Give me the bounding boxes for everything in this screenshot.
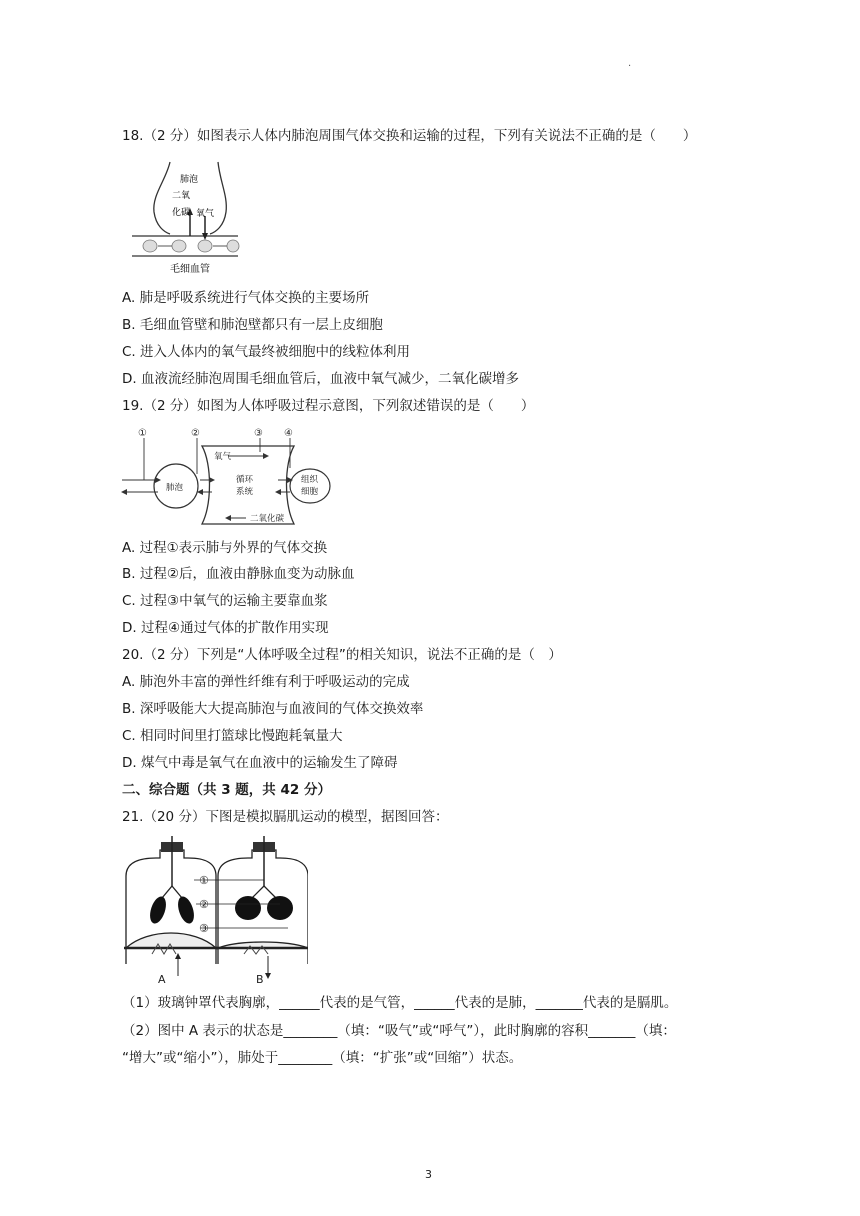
q18-fig-o2-label: 氧气 (196, 209, 215, 219)
q18-option-a: A. 肺是呼吸系统进行气体交换的主要场所 (122, 290, 370, 306)
q21-fig-label-b: B (256, 973, 264, 986)
q18-option-b: B. 毛细血管壁和肺泡壁都只有一层上皮细胞 (122, 317, 383, 333)
q20-stem: 20.（2 分）下列是“人体呼吸全过程”的相关知识，说法不正确的是（ ） (122, 647, 562, 663)
q19-fig-circ-label-b: 系统 (236, 487, 254, 497)
q21-sub1: （1）玻璃钟罩代表胸廓，______代表的是气管，______代表的是肺，_______代表的是膈肌。 (122, 995, 678, 1011)
q19-option-d: D. 过程④通过气体的扩散作用实现 (122, 620, 329, 636)
q19-fig-num-4: ④ (284, 428, 293, 439)
q21-fig-label-a: A (158, 973, 166, 986)
q19-option-c: C. 过程③中氧气的运输主要靠血浆 (122, 593, 328, 609)
q18-option-d: D. 血液流经肺泡周围毛细血管后，血液中氧气减少，二氧化碳增多 (122, 371, 519, 387)
q20-option-c: C. 相同时间里打篮球比慢跑耗氧量大 (122, 728, 343, 744)
q18-fig-co2-label-b: 化碳 (172, 208, 191, 218)
q19-option-b: B. 过程②后，血液由静脉血变为动脉血 (122, 566, 355, 582)
q21-sub2-line1: （2）图中 A 表示的状态是________（填：“吸气”或“呼气”），此时胸廓的容积_______（填： (122, 1023, 676, 1039)
section-2-title: 二、综合题（共 3 题，共 42 分） (122, 782, 331, 798)
header-mark: . (628, 58, 632, 69)
q19-option-a: A. 过程①表示肺与外界的气体交换 (122, 540, 328, 556)
q19-fig-tissue-label-a: 组织 (301, 475, 319, 485)
q18-fig-co2-label-a: 二氧 (172, 191, 191, 201)
q19-fig-alveolus-label: 肺泡 (166, 483, 184, 493)
q21-stem: 21.（20 分）下图是模拟膈肌运动的模型，据图回答： (122, 809, 449, 825)
q19-fig-num-2: ② (191, 428, 200, 439)
q19-fig-tissue-label-b: 细胞 (301, 487, 319, 497)
q18-figure (130, 160, 240, 278)
page-number: 3 (425, 1168, 432, 1181)
q20-option-b: B. 深呼吸能大大提高肺泡与血液间的气体交换效率 (122, 701, 424, 717)
q19-fig-num-3: ③ (254, 428, 263, 439)
q21-fig-num-2: ② (199, 898, 209, 911)
q21-sub2-line2: “增大”或“缩小”），肺处于________（填：“扩张”或“回缩”）状态。 (122, 1050, 523, 1066)
q19-fig-o2-label: 氧气 (214, 452, 232, 462)
q18-fig-alveolus-label: 肺泡 (180, 175, 199, 185)
q21-figure (118, 836, 308, 986)
q20-option-d: D. 煤气中毒是氧气在血液中的运输发生了障碍 (122, 755, 398, 771)
q19-figure (118, 424, 340, 532)
q18-option-c: C. 进入人体内的氧气最终被细胞中的线粒体利用 (122, 344, 411, 360)
q19-stem: 19.（2 分）如图为人体呼吸过程示意图，下列叙述错误的是（ ） (122, 398, 535, 414)
q20-option-a: A. 肺泡外丰富的弹性纤维有利于呼吸运动的完成 (122, 674, 410, 690)
q19-fig-circ-label-a: 循环 (236, 475, 254, 485)
q18-stem: 18.（2 分）如图表示人体内肺泡周围气体交换和运输的过程，下列有关说法不正确的是（ ） (122, 128, 697, 144)
q19-fig-num-1: ① (138, 428, 147, 439)
q18-fig-capillary-label: 毛细血管 (170, 264, 210, 275)
q21-fig-num-3: ③ (199, 922, 209, 935)
q21-fig-num-1: ① (199, 874, 209, 887)
q19-fig-co2-label: 二氧化碳 (250, 514, 285, 524)
